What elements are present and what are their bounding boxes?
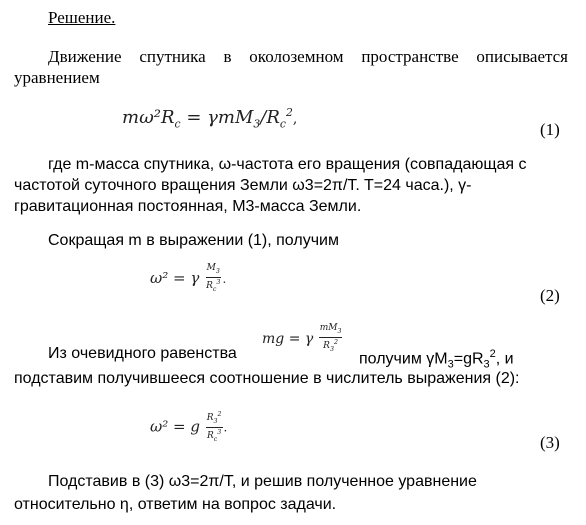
eq1-rhs-tail-sub: c	[279, 117, 286, 131]
eq1-rhs: = γmM	[186, 107, 254, 128]
obvious-suffix-sub: 3	[447, 358, 454, 371]
equation-1-number: (1)	[540, 120, 560, 139]
eq-inline-den: R	[323, 340, 330, 351]
eq1-rhs-tail: /R	[260, 107, 280, 128]
eq3-num: R	[206, 413, 214, 423]
eq1-comma: ,	[292, 111, 298, 127]
eq3-dot: .	[223, 420, 228, 435]
equation-1	[122, 106, 297, 131]
paragraph-final-line1: Подставив в (3) ω3=2π/T, и решив полученное уравнение	[48, 473, 477, 490]
obvious-suffix-sub2: 3	[483, 358, 490, 371]
eq1-rhs-sub: 3	[253, 117, 261, 131]
solution-heading: Решение.	[48, 8, 116, 27]
eq1-rhs-tail-sup: 2	[285, 106, 293, 119]
eq2-den-sub: c	[212, 285, 217, 293]
eq2-fraction	[205, 263, 221, 295]
eq2-lhs: ω² = γ	[150, 268, 200, 287]
eq3-fraction	[206, 410, 223, 445]
equation-3-number: (3)	[540, 433, 560, 452]
paragraph-where-line1: где m-масса спутника, ω-частота его вращения (совпадающая с	[48, 156, 527, 173]
eq1-lhs: mω²R	[122, 107, 175, 128]
equation-2-number: (2)	[540, 286, 560, 305]
equation-3	[150, 410, 227, 445]
obvious-suffix-a: получим γM	[359, 350, 448, 368]
obvious-suffix-b: =gR	[453, 350, 484, 368]
paragraph-obvious-prefix: Из очевидного равенства	[48, 345, 237, 362]
eq3-num-sub: 3	[213, 417, 218, 425]
obvious-suffix-c: , и	[495, 350, 514, 368]
eq3-num-sup: 2	[217, 411, 222, 418]
equation-2	[150, 263, 226, 295]
eq-inline-num: mM	[319, 323, 338, 333]
eq-inline-den-sub: 3	[329, 345, 334, 353]
eq-inline-den-sup: 2	[333, 338, 338, 346]
eq-inline-num-sub: 3	[337, 327, 342, 335]
eq3-den-sub: c	[213, 435, 218, 443]
paragraph-final-line2: относительно η, ответим на вопрос задачи.	[14, 496, 337, 513]
paragraph-intro-line2: уравнением	[14, 68, 100, 87]
eq3-den: R	[206, 430, 214, 441]
equation-inline	[262, 323, 343, 355]
paragraph-intro-line1: Движение спутника в околоземном пространстве описывается	[48, 47, 568, 66]
paragraph-substitute: подставим получившееся соотношение в числитель выражения (2):	[14, 370, 520, 387]
eq2-num-sub: 3	[215, 267, 220, 275]
paragraph-where-line3: гравитационная постоянная, M3-масса Земли.	[14, 198, 362, 215]
eq1-lhs-sub: c	[174, 117, 181, 131]
eq3-den-sup: 3	[217, 428, 222, 436]
eq-inline-lhs: mg = γ	[262, 330, 314, 347]
eq2-dot: .	[222, 271, 227, 286]
paragraph-where-line2: частотой суточного вращения Земли ω3=2π/T. T=24 часа.), γ-	[14, 177, 472, 194]
paragraph-reduce: Сокращая m в выражении (1), получим	[48, 232, 339, 249]
eq2-num: M	[206, 263, 216, 273]
eq2-den-sup: 3	[216, 278, 221, 286]
eq-inline-fraction	[319, 323, 343, 355]
eq2-den: R	[206, 280, 213, 291]
obvious-suffix-sup: 2	[489, 348, 496, 360]
eq3-lhs: ω² = g	[150, 417, 200, 436]
